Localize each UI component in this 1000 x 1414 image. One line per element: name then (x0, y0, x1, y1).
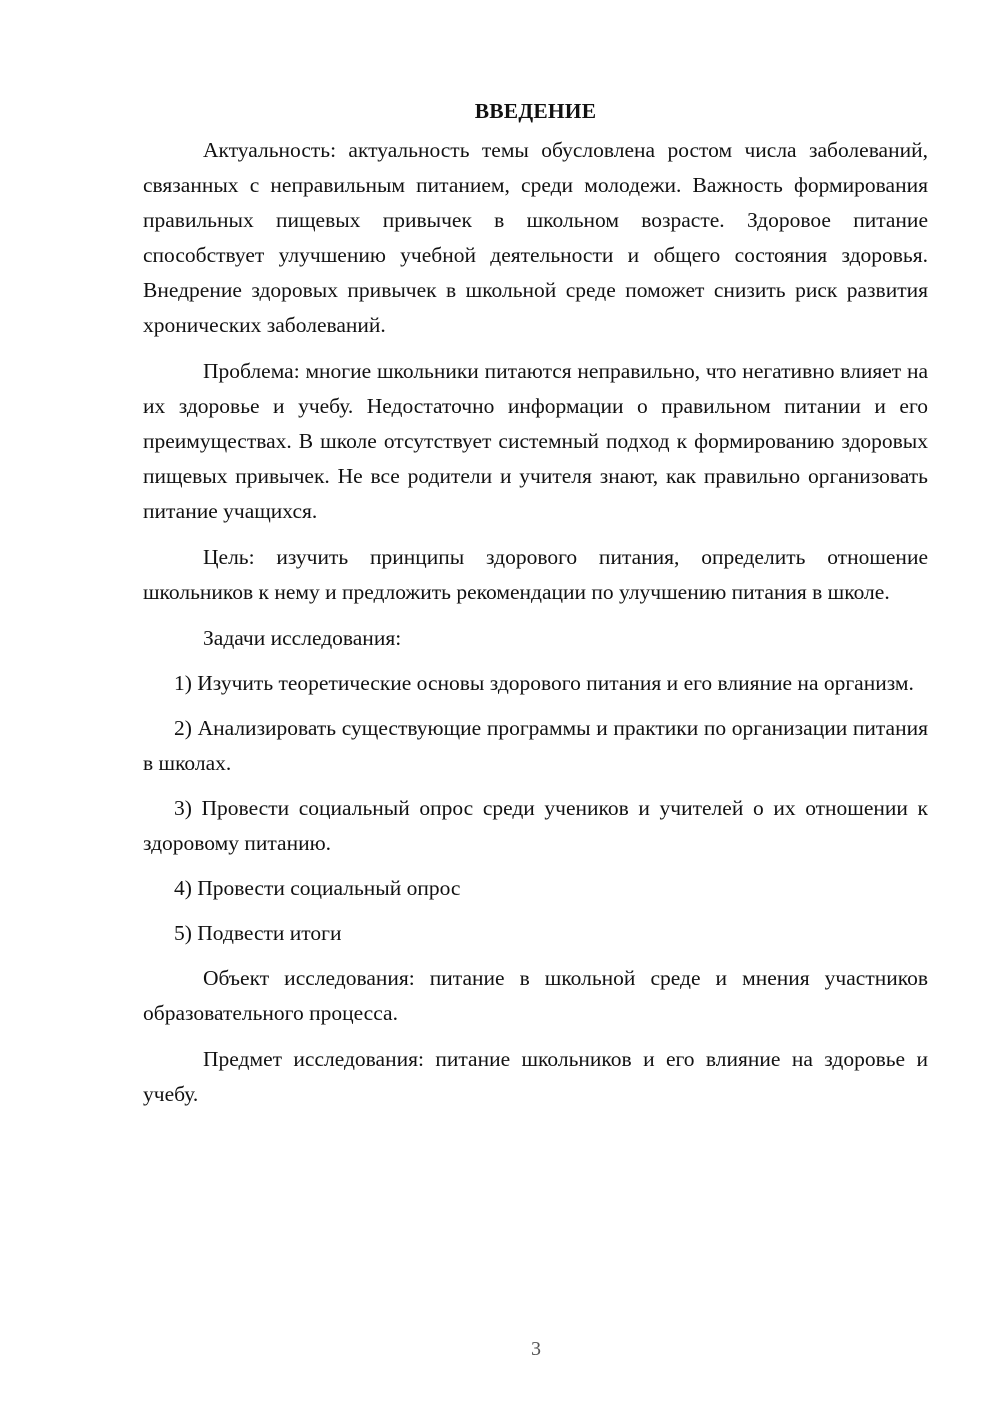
task-item-4: 4) Провести социальный опрос (174, 876, 461, 900)
section-title: ВВЕДЕНИЕ (474, 99, 597, 123)
task-item-2: 2) Анализировать существующие программы и практики по организации питания в школах. (143, 716, 928, 775)
page-number: 3 (531, 1338, 541, 1360)
paragraph-object: Объект исследования: питание в школьной среде и мнения участников образовательного процесса. (143, 966, 928, 1025)
paragraph-relevance: Актуальность: актуальность темы обусловлена ростом числа заболеваний, связанных с неправильным питанием, среди молодежи. Важность формирования правильных пищевых привычек в школьном возрасте. Здоровое питание способствует улучшению учебной деятельности и общего состояния здоровья. Внедрение здоровых привычек в школьной среде поможет снизить риск развития хронических заболеваний. (143, 138, 928, 337)
task-item-3: 3) Провести социальный опрос среди учеников и учителей о их отношении к здоровому питанию. (143, 796, 928, 855)
paragraph-subject: Предмет исследования: питание школьников и его влияние на здоровье и учебу. (143, 1047, 928, 1106)
tasks-heading: Задачи исследования: (203, 626, 402, 650)
task-item-5: 5) Подвести итоги (174, 921, 342, 945)
paragraph-goal: Цель: изучить принципы здорового питания, определить отношение школьников к нему и предложить рекомендации по улучшению питания в школе. (143, 545, 928, 604)
task-item-1: 1) Изучить теоретические основы здорового питания и его влияние на организм. (174, 671, 914, 695)
paragraph-problem: Проблема: многие школьники питаются неправильно, что негативно влияет на их здоровье и учебу. Недостаточно информации о правильном питании и его преимуществах. В школе отсутствует системный подход к формированию здоровых пищевых привычек. Не все родители и учителя знают, как правильно организовать питание учащихся. (143, 359, 928, 523)
page-content (143, 89, 928, 1112)
